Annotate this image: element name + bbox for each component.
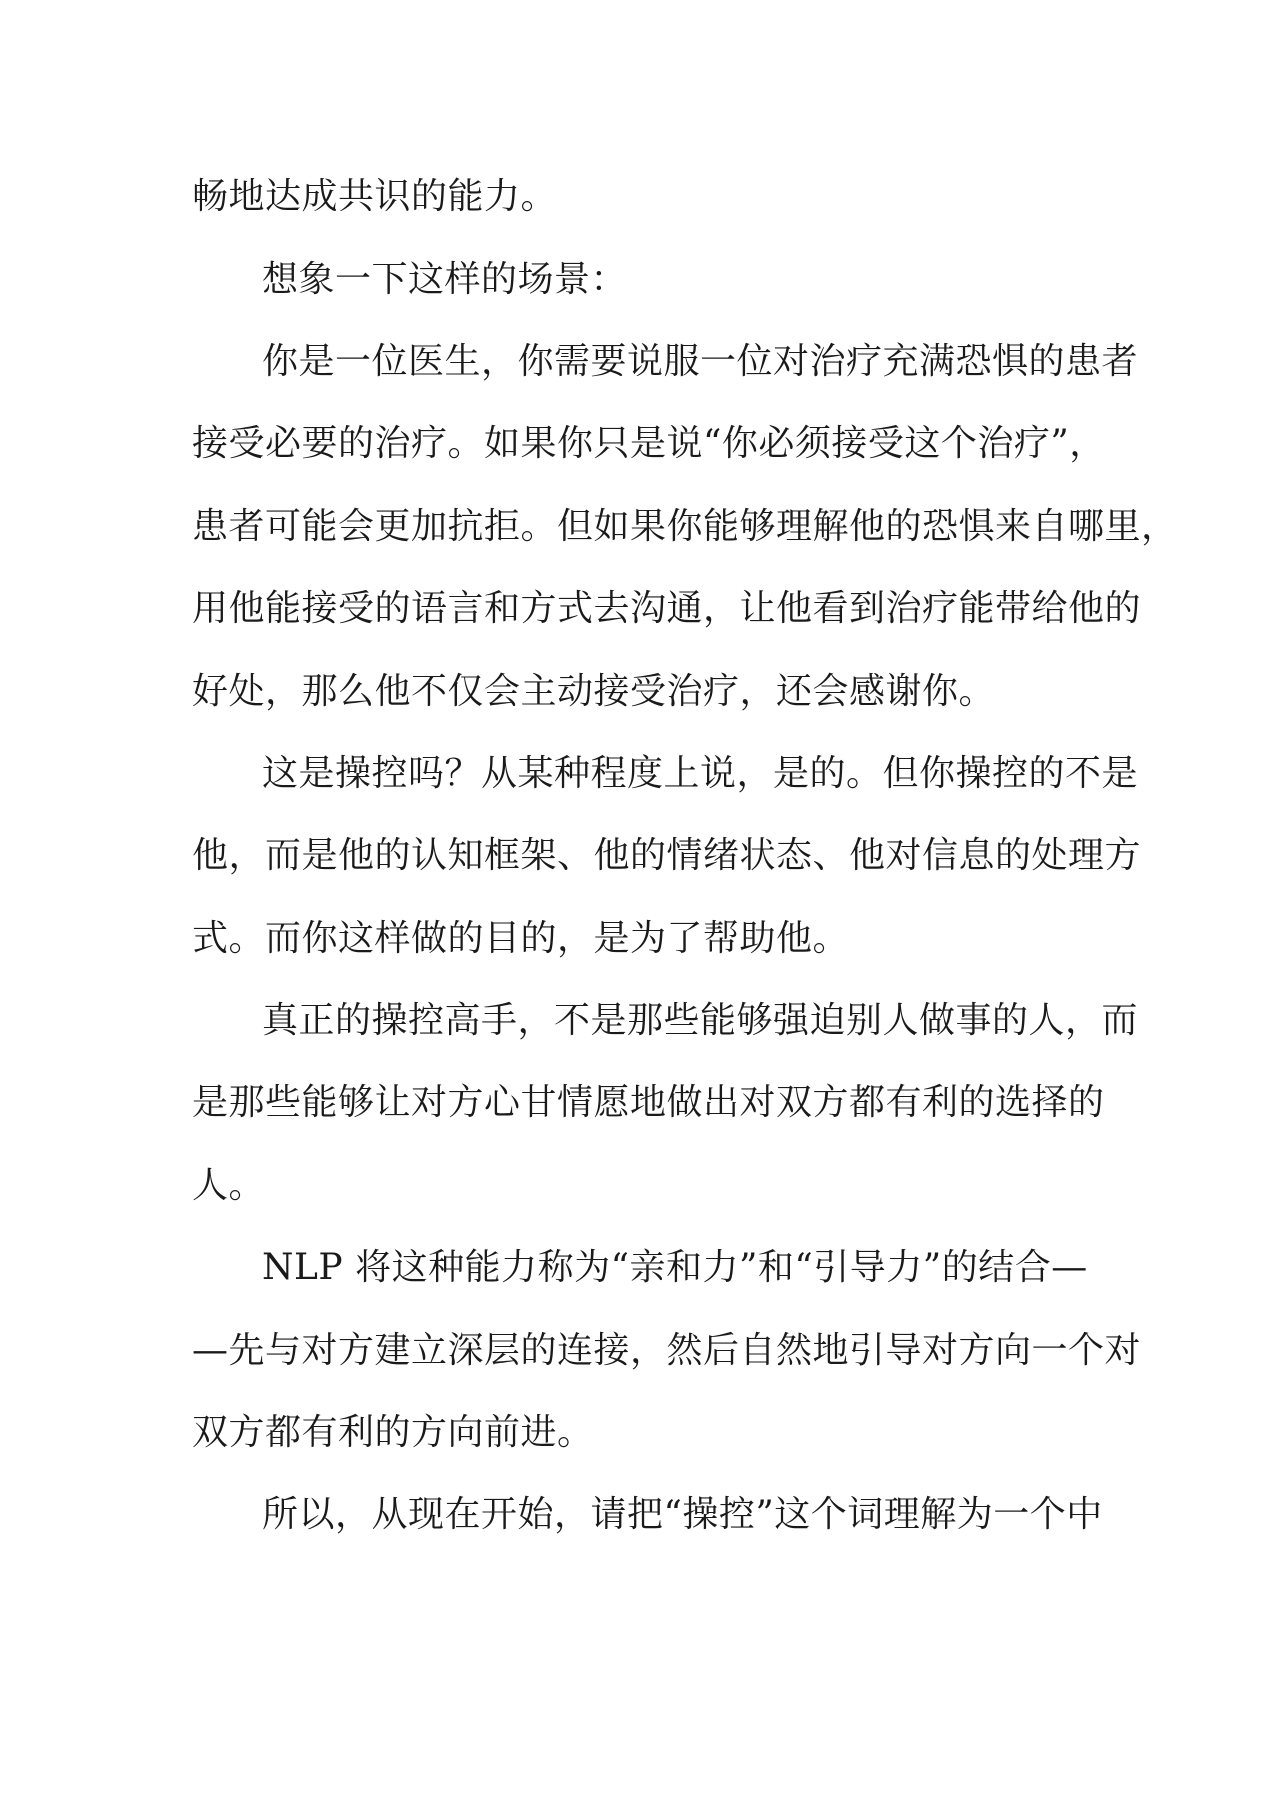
text-line: 是那些能够让对方心甘情愿地做出对双方都有利的选择的 bbox=[192, 1082, 1105, 1123]
text-line: 畅地达成共识的能力。 bbox=[192, 176, 558, 217]
text-line: —先与对方建立深层的连接，然后自然地引导对方向一个对 bbox=[192, 1330, 1142, 1371]
text-line: 接受必要的治疗。如果你只是说“你必须接受这个治疗”， bbox=[192, 423, 1106, 464]
paragraph-first-line: 这是操控吗？从某种程度上说，是的。但你操控的不是 bbox=[262, 753, 1139, 794]
paragraph-first-line: 真正的操控高手，不是那些能够强迫别人做事的人，而 bbox=[262, 1000, 1139, 1041]
text-line: 患者可能会更加抗拒。但如果你能够理解他的恐惧来自哪里， bbox=[192, 506, 1178, 547]
paragraph-first-line: 所以，从现在开始，请把“操控”这个词理解为一个中 bbox=[262, 1494, 1103, 1535]
text-line: 人。 bbox=[192, 1165, 266, 1206]
text-line: 用他能接受的语言和方式去沟通，让他看到治疗能带给他的 bbox=[192, 588, 1142, 629]
paragraph-first-line: NLP 将这种能力称为“亲和力”和“引导力”的结合— bbox=[262, 1247, 1088, 1288]
text-line: 式。而你这样做的目的，是为了帮助他。 bbox=[192, 918, 850, 959]
text-line: 他，而是他的认知框架、他的情绪状态、他对信息的处理方 bbox=[192, 835, 1142, 876]
text-line: 双方都有利的方向前进。 bbox=[192, 1412, 594, 1453]
paragraph-first-line: 想象一下这样的场景： bbox=[262, 259, 628, 300]
paragraph-first-line: 你是一位医生，你需要说服一位对治疗充满恐惧的患者 bbox=[262, 341, 1139, 382]
text-line: 好处，那么他不仅会主动接受治疗，还会感谢你。 bbox=[192, 671, 996, 712]
